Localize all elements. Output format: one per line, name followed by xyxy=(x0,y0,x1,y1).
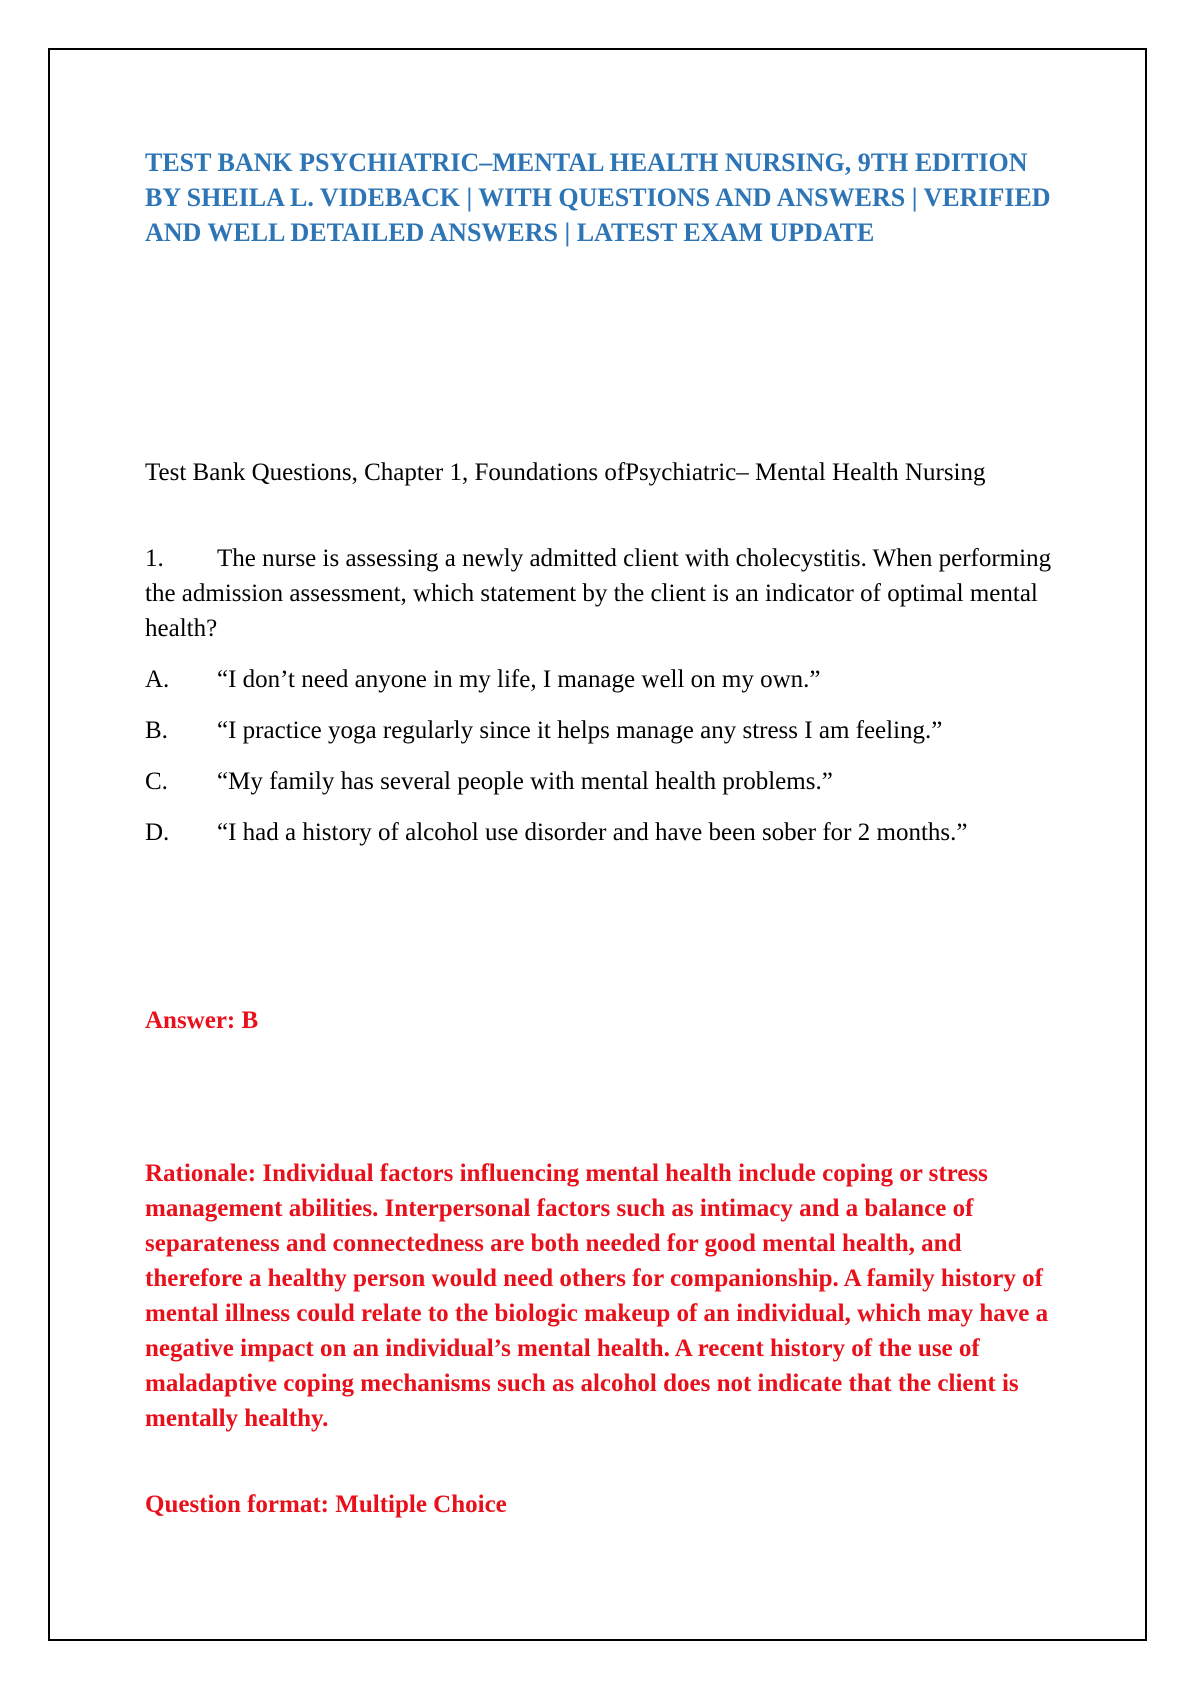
question-format: Question format: Multiple Choice xyxy=(145,1491,507,1518)
question-number: 1. xyxy=(145,545,164,572)
chapter-heading: Test Bank Questions, Chapter 1, Foundations ofPsychiatric– Mental Health Nursing xyxy=(145,459,986,486)
option-b xyxy=(145,713,1055,748)
option-text: “I practice yoga regularly since it helps manage any stress I am feeling.” xyxy=(217,717,943,744)
question-stem xyxy=(145,541,1055,646)
option-d xyxy=(145,815,1055,850)
document-title: TEST BANK PSYCHIATRIC–MENTAL HEALTH NURSING, 9TH EDITION BY SHEILA L. VIDEBACK | WITH QUESTIONS AND ANSWERS | VERIFIED AND WELL DETAILED ANSWERS | LATEST EXAM UPDATE xyxy=(145,148,1051,247)
document-header xyxy=(145,145,1055,250)
answer-key: Answer: B xyxy=(145,1007,259,1034)
option-text: “I had a history of alcohol use disorder and have been sober for 2 months.” xyxy=(217,819,968,846)
option-c xyxy=(145,764,1055,799)
question-text: The nurse is assessing a newly admitted client with cholecystitis. When performing the admission assessment, which statement by the client is an indicator of optimal mental health? xyxy=(145,545,1052,642)
option-text: “My family has several people with mental health problems.” xyxy=(217,768,833,795)
option-letter: D. xyxy=(145,819,170,846)
option-text: “I don’t need anyone in my life, I manage well on my own.” xyxy=(217,666,821,693)
option-a xyxy=(145,662,1055,697)
option-letter: C. xyxy=(145,768,168,795)
option-letter: B. xyxy=(145,717,168,744)
rationale-text: Rationale: Individual factors influencing mental health include coping or stress management abilities. Interpersonal factors such as intimacy and a balance of separateness and connectedness are both needed for good mental health, and therefore a healthy person would need others for companionship. A family history of mental illness could relate to the biologic makeup of an individual, which may have a negative impact on an individual’s mental health. A recent history of the use of maladaptive coping mechanisms such as alcohol does not indicate that the client is mentally healthy. xyxy=(145,1160,1049,1432)
option-letter: A. xyxy=(145,666,170,693)
